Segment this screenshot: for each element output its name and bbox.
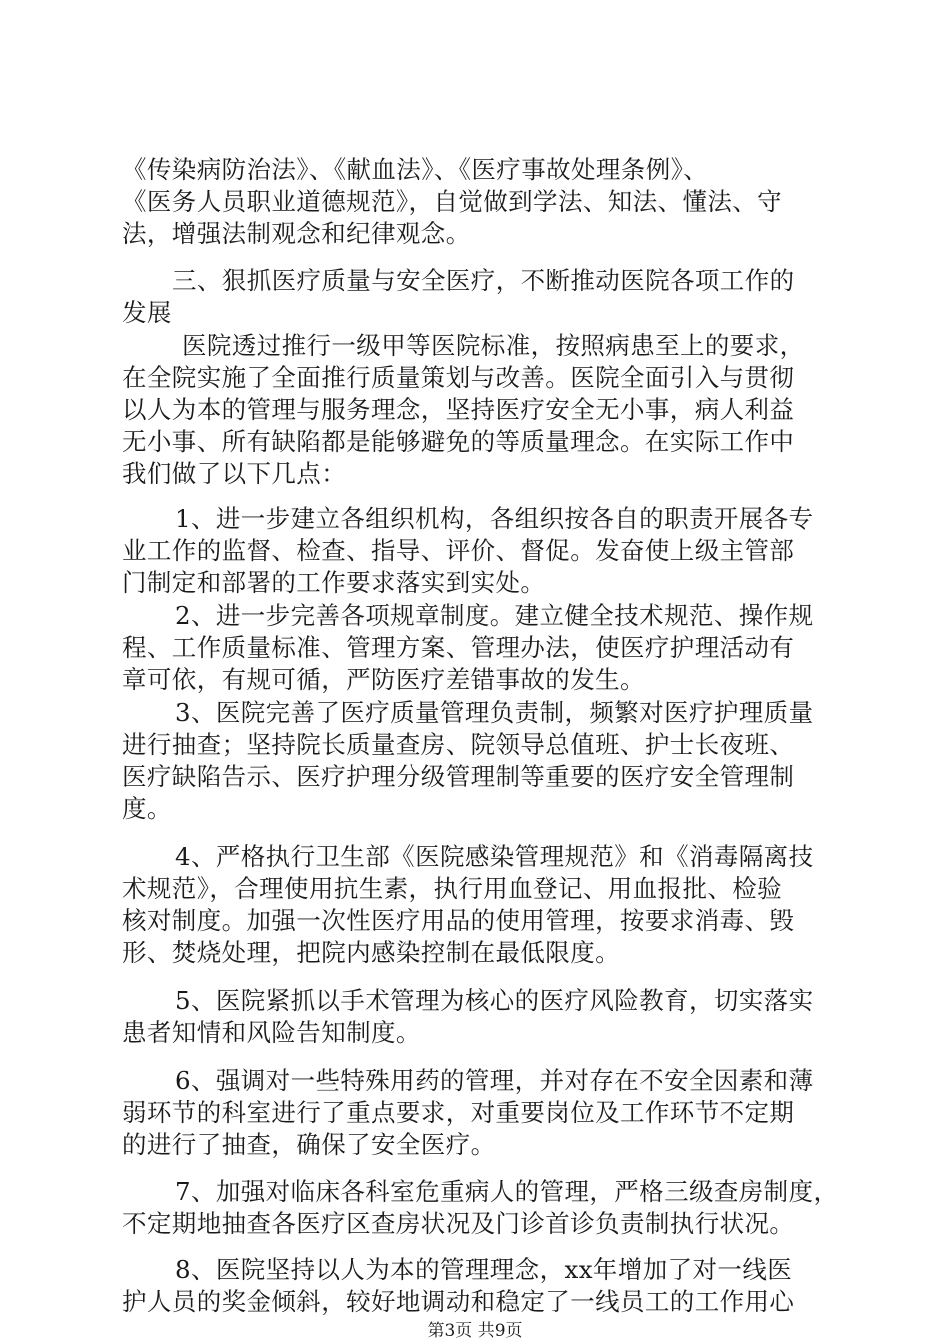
list-item-2: 2、进一步完善各项规章制度。建立健全技术规范、操作规 <box>175 601 814 630</box>
text-line: 无小事、所有缺陷都是能够避免的等质量理念。在实际工作中 <box>122 427 795 456</box>
text-line: 《医务人员职业道德规范》，自觉做到学法、知法、懂法、守 <box>122 187 783 216</box>
list-item-6: 6、强调对一些特殊用药的管理，并对存在不安全因素和薄 <box>175 1066 814 1095</box>
text-line: 医疗缺陷告示、医疗护理分级管理制等重要的医疗安全管理制 <box>122 762 795 791</box>
text-line: 形、焚烧处理，把院内感染控制在最低限度。 <box>122 938 620 967</box>
text-line: 弱环节的科室进行了重点要求，对重要岗位及工作环节不定期 <box>122 1098 795 1127</box>
text-line: 业工作的监督、检查、指导、评价、督促。发奋使上级主管部 <box>122 536 795 565</box>
page-number-footer: 第3页 共9页 <box>427 1321 523 1341</box>
paragraph-first-line: 医院透过推行一级甲等医院标准，按照病患至上的要求， <box>182 331 805 360</box>
list-item-5: 5、医院紧抓以手术管理为核心的医疗风险教育，切实落实 <box>175 986 814 1015</box>
text-line: 门制定和部署的工作要求落实到实处。 <box>122 568 546 597</box>
text-line: 术规范》，合理使用抗生素，执行用血登记、用血报批、检验 <box>122 874 783 903</box>
text-line: 《传染病防治法》、《献血法》、《医疗事故处理条例》、 <box>122 155 709 184</box>
text-line: 的进行了抽查，确保了安全医疗。 <box>122 1130 496 1159</box>
list-item-1: 1、进一步建立各组织机构，各组织按各自的职责开展各专 <box>175 504 814 533</box>
text-line: 在全院实施了全面推行质量策划与改善。医院全面引入与贯彻 <box>122 363 795 392</box>
section-heading-continued: 发展 <box>122 298 172 327</box>
text-line: 患者知情和风险告知制度。 <box>122 1018 421 1047</box>
list-item-7: 7、加强对临床各科室危重病人的管理，严格三级查房制度， <box>175 1177 839 1206</box>
text-line: 程、工作质量标准、管理方案、管理办法，使医疗护理活动有 <box>122 633 795 662</box>
list-item-3: 3、医院完善了医疗质量管理负责制，频繁对医疗护理质量 <box>175 698 814 727</box>
text-line: 护人员的奖金倾斜，较好地调动和稳定了一线员工的工作用心 <box>122 1287 795 1316</box>
list-item-8: 8、医院坚持以人为本的管理理念，xx年增加了对一线医 <box>175 1255 793 1284</box>
text-line: 以人为本的管理与服务理念，坚持医疗安全无小事，病人利益 <box>122 395 795 424</box>
text-line: 章可依，有规可循，严防医疗差错事故的发生。 <box>122 665 645 694</box>
text-line: 我们做了以下几点： <box>122 459 347 488</box>
list-item-4: 4、严格执行卫生部《医院感染管理规范》和《消毒隔离技 <box>175 842 814 871</box>
text-line: 不定期地抽查各医疗区查房状况及门诊首诊负责制执行状况。 <box>122 1209 795 1238</box>
section-heading: 三、狠抓医疗质量与安全医疗，不断推动医院各项工作的 <box>172 266 795 295</box>
text-line: 度。 <box>122 794 172 823</box>
text-line: 进行抽查；坚持院长质量查房、院领导总值班、护士长夜班、 <box>122 730 795 759</box>
text-line: 核对制度。加强一次性医疗用品的使用管理，按要求消毒、毁 <box>122 906 795 935</box>
text-line: 法，增强法制观念和纪律观念。 <box>122 219 471 248</box>
